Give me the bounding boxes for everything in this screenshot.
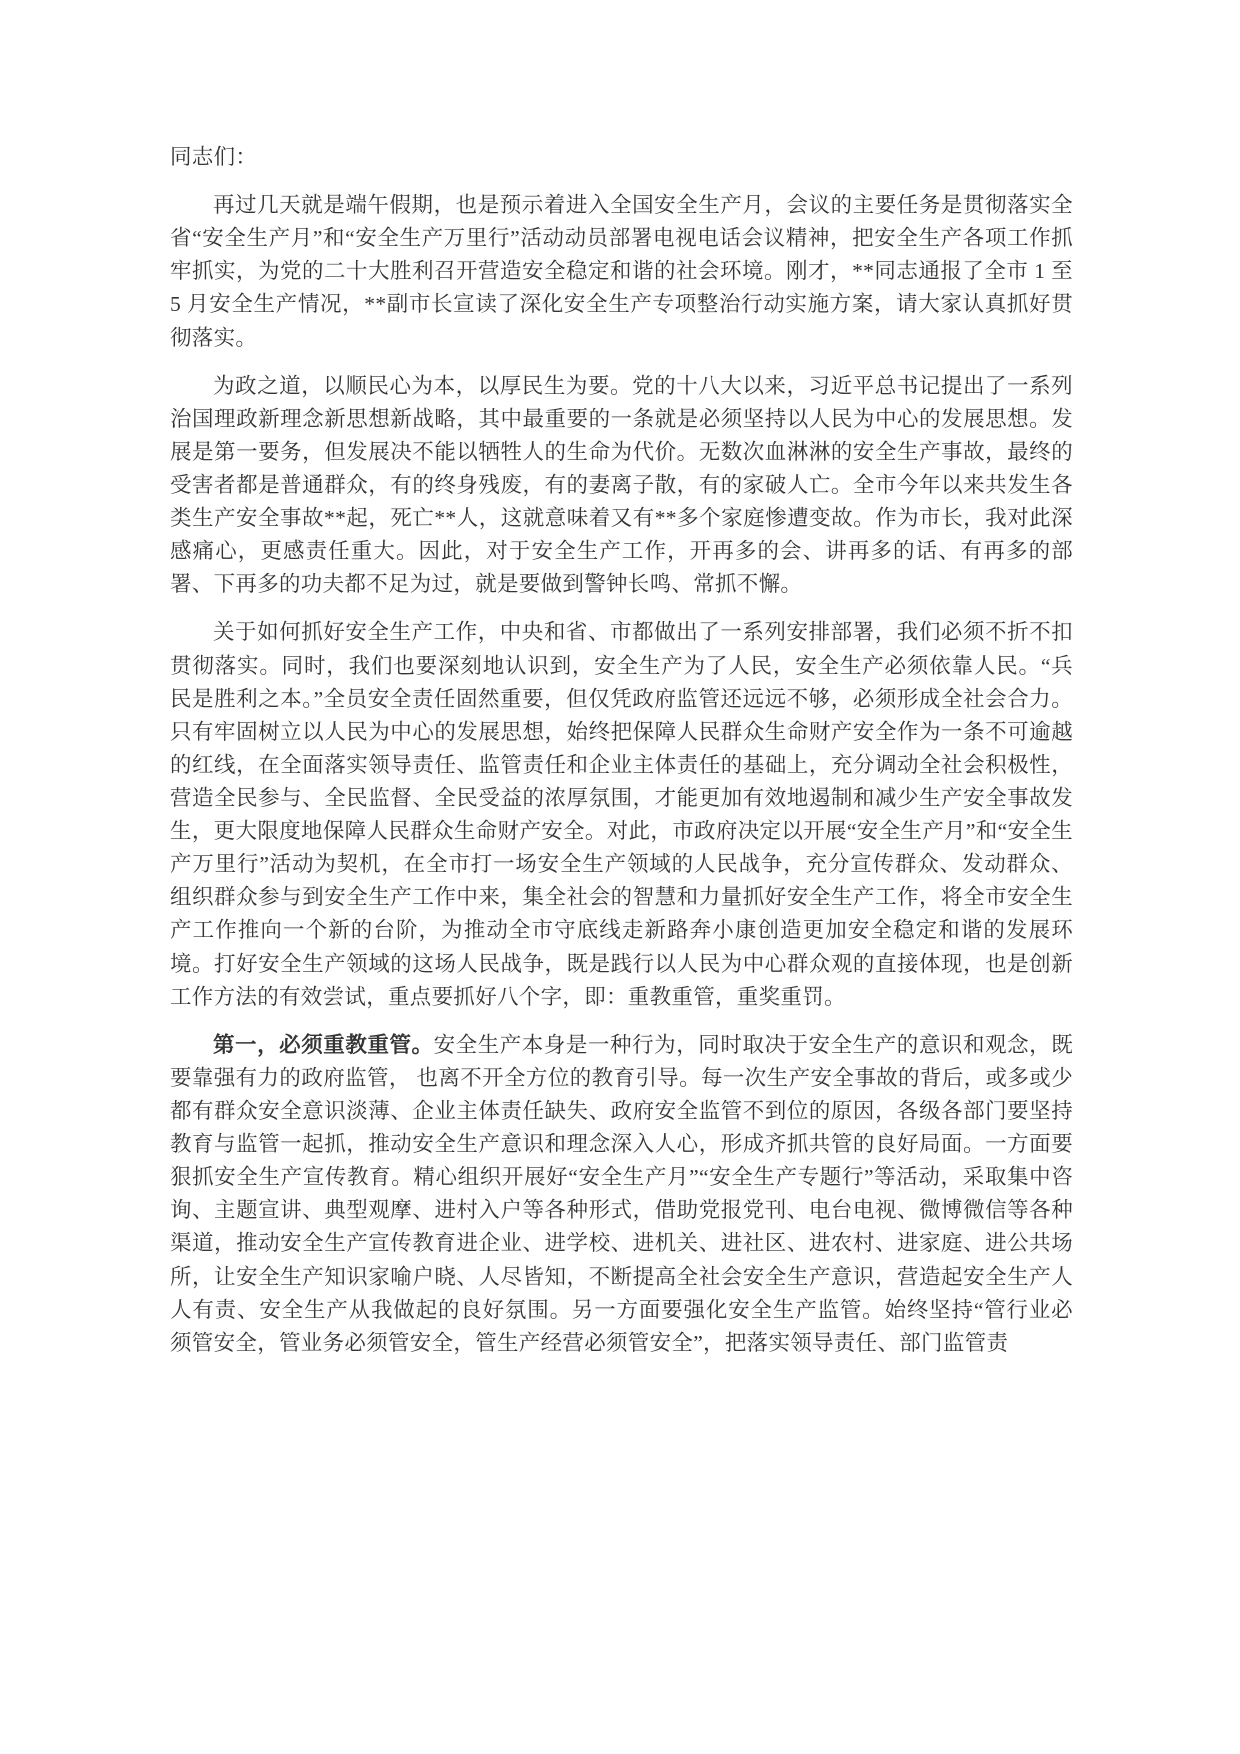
paragraph-2: 为政之道，以顺民心为本，以厚民生为要。党的十八大以来，习近平总书记提出了一系列治国理政新理念新思想新战略，其中最重要的一条就是必须坚持以人民为中心的发展思想。发展是第一要务，但发展决不能以牺牲人的生命为代价。无数次血淋淋的安全生产事故，最终的受害者都是普通群众，有的终身残废，有的妻离子散，有的家破人亡。全市今年以来共发生各类生产安全事故**起，死亡**人，这就意味着又有**多个家庭惨遭变故。作为市长，我对此深感痛心，更感责任重大。因此，对于安全生产工作，开再多的会、讲再多的话、有再多的部署、下再多的功夫都不足为过，就是要做到警钟长鸣、常抓不懈。 [170, 373, 1073, 597]
paragraph-4-lead: 第一，必须重教重管。 [213, 1032, 434, 1057]
paragraph-1: 再过几天就是端午假期，也是预示着进入全国安全生产月，会议的主要任务是贯彻落实全省“安全生产月”和“安全生产万里行”活动动员部署电视电话会议精神，把安全生产各项工作抓牢抓实，为党的二十大胜利召开营造安全稳定和谐的社会环境。刚才，**同志通报了全市 1 至 5 月安全生产情况，**副市长宣读了深化安全生产专项整治行动实施方案，请大家认真抓好贯彻落实。 [170, 193, 1073, 350]
document-body [170, 141, 1073, 1360]
paragraph-4-text: 安全生产本身是一种行为，同时取决于安全生产的意识和观念，既要靠强有力的政府监管， 也离不开全方位的教育引导。每一次生产安全事故的背后，或多或少都有群众安全意识淡薄、企业主体责任缺失、政府安全监管不到位的原因，各级各部门要坚持教育与监管一起抓，推动安全生产意识和理念深入人心，形成齐抓共管的良好局面。一方面要狠抓安全生产宣传教育。精心组织开展好“安全生产月”“安全生产专题行”等活动，采取集中咨询、主题宣讲、典型观摩、进村入户等各种形式，借助党报党刊、电台电视、微博微信等各种渠道，推动安全生产宣传教育进企业、进学校、进机关、进社区、进农村、进家庭、进公共场所，让安全生产知识家喻户晓、人尽皆知，不断提高全社会安全生产意识，营造起安全生产人人有责、安全生产从我做起的良好氛围。另一方面要强化安全生产监管。始终坚持“管行业必须管安全，管业务必须管安全，管生产经营必须管安全”，把落实领导责任、部门监管责 [170, 1032, 1073, 1355]
paragraph-3: 关于如何抓好安全生产工作，中央和省、市都做出了一系列安排部署，我们必须不折不扣贯彻落实。同时，我们也要深刻地认识到，安全生产为了人民，安全生产必须依靠人民。“兵民是胜利之本。”全员安全责任固然重要，但仅凭政府监管还远远不够，必须形成全社会合力。只有牢固树立以人民为中心的发展思想，始终把保障人民群众生命财产安全作为一条不可逾越的红线，在全面落实领导责任、监管责任和企业主体责任的基础上，充分调动全社会积极性，营造全民参与、全民监督、全民受益的浓厚氛围，才能更加有效地遏制和减少生产安全事故发生，更大限度地保障人民群众生命财产安全。对此，市政府决定以开展“安全生产月”和“安全生产万里行”活动为契机，在全市打一场安全生产领域的人民战争，充分宣传群众、发动群众、组织群众参与到安全生产工作中来，集全社会的智慧和力量抓好安全生产工作，将全市安全生产工作推向一个新的台阶，为推动全市守底线走新路奔小康创造更加安全稳定和谐的发展环境。打好安全生产领域的这场人民战争，既是践行以人民为中心群众观的直接体现，也是创新工作方法的有效尝试，重点要抓好八个字，即：重教重管，重奖重罚。 [170, 620, 1073, 1009]
paragraph-4 [170, 1029, 1073, 1360]
salutation: 同志们： [170, 145, 258, 169]
